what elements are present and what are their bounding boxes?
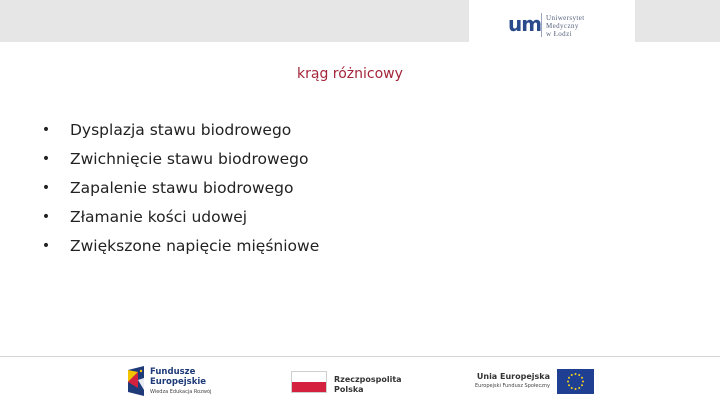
unia-europejska-title: Unia Europejska	[476, 372, 550, 381]
eu-star-icon	[568, 384, 570, 386]
bullet-icon: •	[41, 151, 51, 167]
slide-title: krąg różnicowy	[297, 66, 403, 82]
polish-flag-icon	[291, 371, 327, 393]
list-item-text: Zapalenie stawu biodrowego	[70, 179, 294, 197]
eu-star-icon	[578, 374, 580, 376]
eu-star-icon	[575, 373, 577, 375]
rzeczpospolita-polska-label: Rzeczpospolita Polska	[334, 375, 402, 394]
eu-star-icon	[571, 387, 573, 389]
fundusze-europejskie-icon	[126, 366, 146, 396]
efs-subtitle: Europejski Fundusz Społeczny	[475, 383, 550, 389]
eu-star-icon	[581, 384, 583, 386]
bullet-icon: •	[41, 122, 51, 138]
um-logo-mark: um	[508, 12, 542, 36]
eu-flag-icon	[557, 369, 594, 394]
logo-divider	[541, 13, 542, 37]
eu-star-icon	[578, 387, 580, 389]
bullet-icon: •	[41, 180, 51, 196]
list-item-text: Zwichnięcie stawu biodrowego	[70, 150, 309, 168]
eu-star-icon	[568, 377, 570, 379]
list-item-text: Zwiększone napięcie mięśniowe	[70, 237, 320, 255]
university-name: Uniwersytet Medyczny w Łodzi	[546, 14, 585, 38]
footer-divider	[0, 356, 720, 357]
eu-star-icon	[581, 377, 583, 379]
fundusze-europejskie-subtitle: Wiedza Edukacja Rozwój	[150, 389, 212, 395]
eu-star-icon	[567, 381, 569, 383]
bullet-icon: •	[41, 209, 51, 225]
fundusze-europejskie-title: Fundusze Europejskie	[150, 367, 207, 387]
eu-star-icon	[571, 374, 573, 376]
list-item-text: Złamanie kości udowej	[70, 208, 248, 226]
eu-star-icon	[575, 388, 577, 390]
unia-europejska-label	[475, 372, 550, 391]
bullet-icon: •	[41, 238, 51, 254]
list-item-text: Dysplazja stawu biodrowego	[70, 121, 292, 139]
eu-star-icon	[582, 381, 584, 383]
